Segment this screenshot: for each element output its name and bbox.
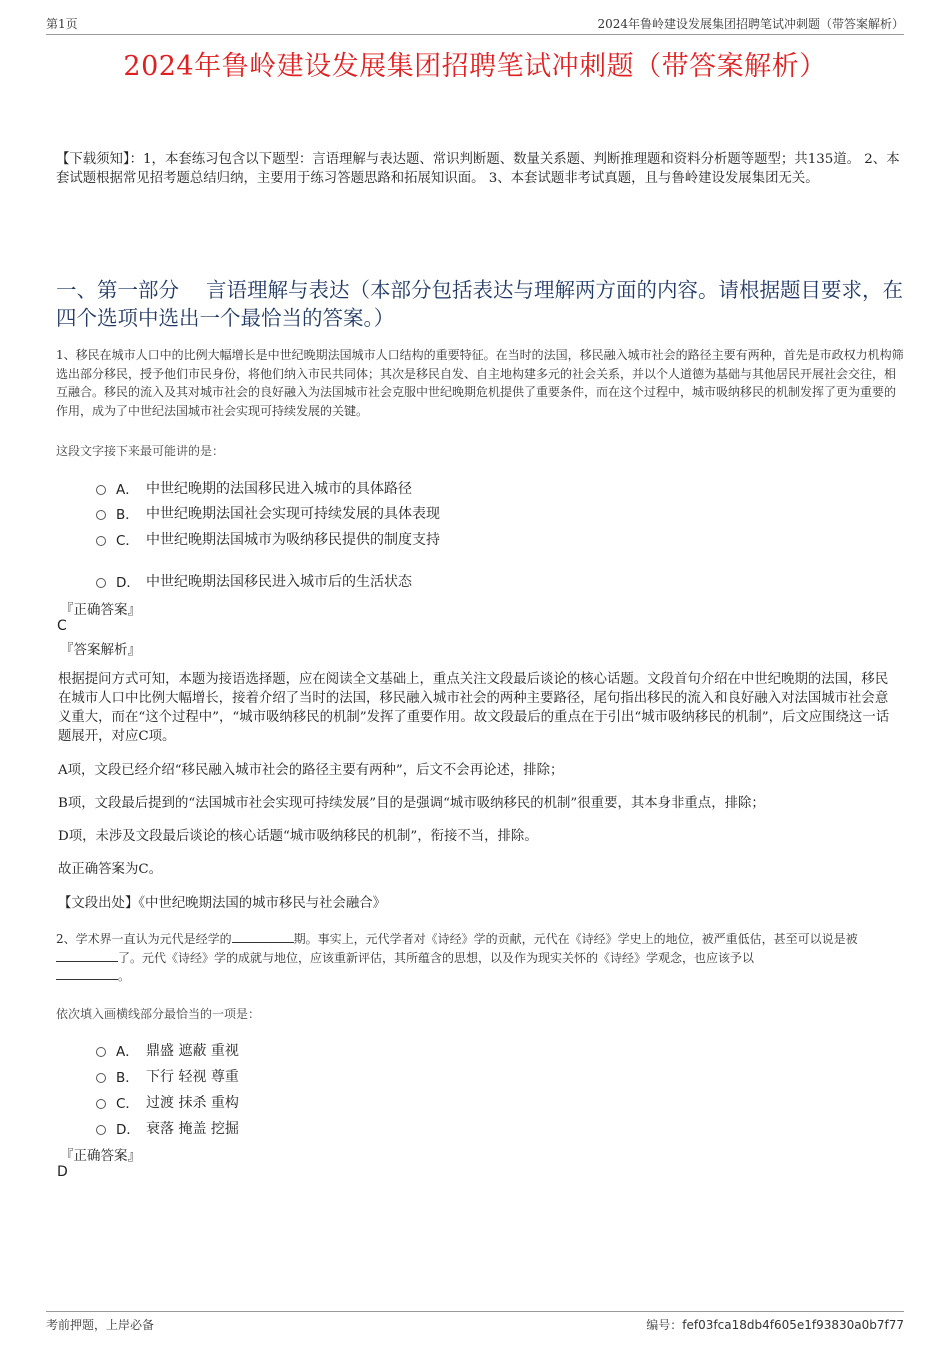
- fill-blank: [56, 949, 118, 962]
- q2-passage-part: 期。事实上，元代学者对《诗经》学的贡献，元代在《诗经》学史上的地位，被严重低估，甚至可以说是被: [293, 932, 858, 946]
- option-key: C．: [116, 1096, 139, 1112]
- option-text: 下行 轻视 尊重: [146, 1069, 239, 1085]
- option-key: D．: [116, 1122, 140, 1138]
- q1-analysis-a: A项，文段已经介绍“移民融入城市社会的路径主要有两种”，后文不会再论述，排除；: [58, 763, 564, 778]
- fill-blank: [56, 967, 118, 980]
- q1-analysis-label: 『答案解析』: [60, 642, 141, 658]
- radio-icon[interactable]: [96, 485, 106, 495]
- option-text: 过渡 抹杀 重构: [146, 1095, 239, 1111]
- q1-analysis-conclusion: 故正确答案为C。: [58, 862, 162, 877]
- footer-slogan: 考前押题，上岸必备: [46, 1318, 155, 1332]
- q2-passage-part: 2、学术界一直认为元代是经学的: [56, 932, 232, 946]
- q2-option-c[interactable]: [96, 1092, 239, 1112]
- section-title: 一、第一部分 言语理解与表达（本部分包括表达与理解两方面的内容。请根据题目要求，在四个选项中选出一个最恰当的答案。）: [56, 278, 904, 330]
- footer-code: [646, 1316, 904, 1333]
- option-key: D．: [116, 575, 140, 591]
- q1-answer-label: 『正确答案』: [60, 602, 141, 618]
- radio-icon[interactable]: [96, 1073, 106, 1083]
- page-number: 第1页: [46, 17, 78, 31]
- q1-option-b[interactable]: [96, 503, 440, 523]
- footer-code-value: fef03fca18db4f605e1f93830a0b7f77: [682, 1318, 904, 1332]
- q1-option-c[interactable]: [96, 529, 440, 549]
- q1-answer: C: [57, 618, 67, 634]
- option-key: C．: [116, 533, 139, 549]
- q1-analysis-d: D项，未涉及文段最后谈论的核心话题“城市吸纳移民的机制”，衔接不当，排除。: [58, 829, 538, 844]
- q1-source: 【文段出处】《中世纪晚期法国的城市移民与社会融合》: [58, 896, 387, 911]
- q2-answer-label: 『正确答案』: [60, 1148, 141, 1164]
- option-text: 中世纪晚期法国社会实现可持续发展的具体表现: [146, 506, 440, 522]
- download-notice: 【下载须知】：1，本套练习包含以下题型：言语理解与表达题、常识判断题、数量关系题、判断推理题和资料分析题等题型；共135道。 2、本套试题根据常见招考题总结归纳，主要用于练习答题思路和拓展知识面。 3、本套试题非考试真题，且与鲁岭建设发展集团无关。: [56, 152, 900, 186]
- q2-passage-part: 。: [118, 969, 131, 983]
- q2-option-b[interactable]: [96, 1066, 239, 1086]
- q2-question: 依次填入画横线部分最恰当的一项是：: [56, 1007, 261, 1021]
- option-key: A．: [116, 1044, 139, 1060]
- option-text: 衰落 掩盖 挖掘: [146, 1121, 239, 1137]
- page-title: 2024年鲁岭建设发展集团招聘笔试冲刺题（带答案解析）: [123, 51, 827, 82]
- option-text: 中世纪晚期法国移民进入城市后的生活状态: [146, 574, 412, 590]
- fill-blank: [232, 930, 294, 943]
- q2-option-d[interactable]: [96, 1118, 239, 1138]
- option-text: 中世纪晚期的法国移民进入城市的具体路径: [146, 481, 412, 497]
- q1-analysis-b: B项，文段最后提到的“法国城市社会实现可持续发展”目的是强调“城市吸纳移民的机制”很重要，其本身非重点，排除；: [58, 796, 765, 811]
- q1-analysis-main: 根据提问方式可知，本题为接语选择题，应在阅读全文基础上，重点关注文段最后谈论的核心话题。文段首句介绍在中世纪晚期的法国，移民在城市人口中比例大幅增长，接着介绍了当时的法国，移民融入城市社会的两种主要路径，尾句指出移民的流入和良好融入对法国城市社会意义重大，而在“这个过程中”，“城市吸纳移民的机制”发挥了重要作用。故文段最后的重点在于引出“城市吸纳移民的机制”，后文应围绕这一话题展开，对应C项。: [58, 672, 890, 744]
- option-text: 中世纪晚期法国城市为吸纳移民提供的制度支持: [146, 532, 440, 548]
- q2-answer: D: [57, 1164, 68, 1180]
- radio-icon[interactable]: [96, 1047, 106, 1057]
- q1-question: 这段文字接下来最可能讲的是：: [56, 444, 225, 458]
- radio-icon[interactable]: [96, 1099, 106, 1109]
- option-key: B．: [116, 1070, 139, 1086]
- q1-option-a[interactable]: [96, 478, 412, 498]
- option-key: B．: [116, 507, 139, 523]
- header-doc-title: 2024年鲁岭建设发展集团招聘笔试冲刺题（带答案解析）: [597, 17, 904, 31]
- q2-passage-part: 了。元代《诗经》学的成就与地位，应该重新评估，其所蕴含的思想，以及作为现实关怀的《诗经》学观念，也应该予以: [118, 950, 755, 965]
- footer-code-label: 编号：: [646, 1318, 683, 1332]
- radio-icon[interactable]: [96, 510, 106, 520]
- radio-icon[interactable]: [96, 578, 106, 588]
- q1-passage: 1、移民在城市人口中的比例大幅增长是中世纪晚期法国城市人口结构的重要特征。在当时的法国，移民融入城市社会的路径主要有两种，首先是市政权力机构筛选出部分移民，授予他们市民身份，将他们纳入市民共同体；其次是移民自发、自主地构建多元的社会关系，并以个人道德为基础与其他居民开展社会交往，相互融合。移民的流入及其对城市社会的良好融入为法国城市社会克服中世纪晚期危机提供了重要条件，而在这个过程中，城市吸纳移民的机制发挥了更为重要的作用，成为了中世纪法国城市社会实现可持续发展的关键。: [56, 348, 904, 418]
- page-header: [46, 12, 904, 35]
- radio-icon[interactable]: [96, 536, 106, 546]
- q2-passage: [56, 930, 904, 986]
- page-footer: [46, 1311, 904, 1334]
- radio-icon[interactable]: [96, 1125, 106, 1135]
- q2-option-a[interactable]: [96, 1040, 239, 1060]
- option-key: A．: [116, 482, 139, 498]
- option-text: 鼎盛 遮蔽 重视: [146, 1043, 239, 1059]
- q1-option-d[interactable]: [96, 571, 412, 591]
